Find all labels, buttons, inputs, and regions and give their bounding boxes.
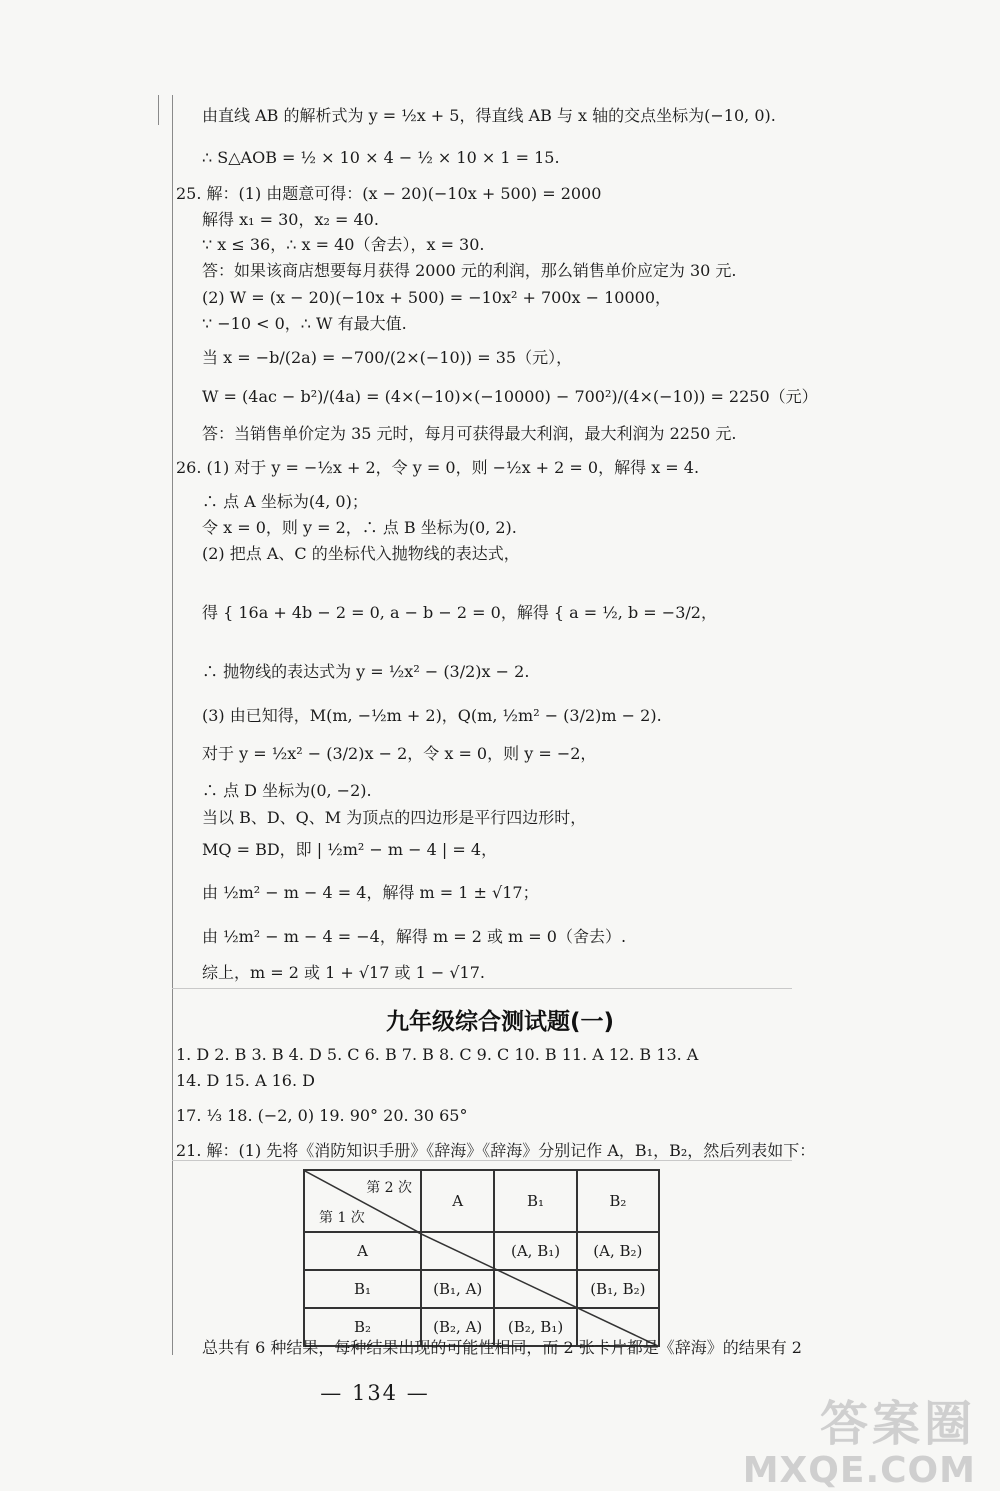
solution-line: 得 { 16a + 4b − 2 = 0, a − b − 2 = 0，解得 { a = ½, b = −3/2， <box>202 603 717 622</box>
solution-line: (2) W = (x − 20)(−10x + 500) = −10x² + 700x − 10000， <box>202 288 672 307</box>
corner-label-second-draw: 第 2 次 <box>366 1180 412 1196</box>
solution-line: 由 ½m² − m − 4 = 4，解得 m = 1 ± √17； <box>202 883 539 902</box>
table-cell: (A, B₁) <box>494 1232 576 1270</box>
table-header-row <box>304 1170 659 1232</box>
solution-line: ∴ 点 A 坐标为(4, 0)； <box>202 492 368 511</box>
answer-line: 17. ⅓ 18. (−2, 0) 19. 90° 20. 30 65° <box>176 1106 468 1125</box>
solution-line: ∴ 抛物线的表达式为 y = ½x² − (3/2)x − 2. <box>202 662 530 681</box>
answer-line: 1. D 2. B 3. B 4. D 5. C 6. B 7. B 8. C 9. C 10. B 11. A 12. B 13. A <box>176 1045 699 1064</box>
solution-line: 当以 B、D、Q、M 为顶点的四边形是平行四边形时， <box>202 808 587 827</box>
row-header: A <box>304 1232 421 1270</box>
margin-line <box>172 95 173 1355</box>
row-header: B₂ <box>304 1308 421 1346</box>
solution-line: 答：如果该商店想要每月获得 2000 元的利润，那么销售单价应定为 30 元. <box>202 261 737 280</box>
solution-line: ∴ 点 D 坐标为(0, −2). <box>202 781 372 800</box>
column-header: B₂ <box>577 1170 659 1232</box>
solution-line: (3) 由已知得，M(m, −½m + 2)，Q(m, ½m² − (3/2)m − 2). <box>202 706 662 725</box>
solution-line: 答：当销售单价定为 35 元时，每月可获得最大利润，最大利润为 2250 元. <box>202 424 737 443</box>
table-diagonal-line <box>415 1231 660 1347</box>
solution-line: 26. (1) 对于 y = −½x + 2，令 y = 0，则 −½x + 2 = 0，解得 x = 4. <box>176 458 700 477</box>
solution-line: 由 ½m² − m − 4 = −4，解得 m = 2 或 m = 0（舍去）. <box>202 927 627 946</box>
solution-line: 由直线 AB 的解析式为 y = ½x + 5，得直线 AB 与 x 轴的交点坐标为(−10, 0). <box>202 106 776 125</box>
corner-label-first-draw: 第 1 次 <box>319 1210 365 1226</box>
table-cell: (B₁, A) <box>421 1270 494 1308</box>
watermark-url: MXQE.COM <box>742 1450 976 1491</box>
footer-text-line: 总共有 6 种结果，每种结果出现的可能性相同，而 2 张卡片都是《辞海》的结果有 2 <box>202 1338 802 1357</box>
solution-line: ∴ S△AOB = ½ × 10 × 4 − ½ × 10 × 1 = 15. <box>202 148 560 167</box>
solution-line: 对于 y = ½x² − (3/2)x − 2，令 x = 0，则 y = −2， <box>202 744 597 763</box>
column-header: A <box>421 1170 494 1232</box>
solution-line: 25. 解：(1) 由题意可得：(x − 20)(−10x + 500) = 2000 <box>176 184 602 203</box>
solution-line: W = (4ac − b²)/(4a) = (4×(−10)×(−10000) − 700²)/(4×(−10)) = 2250（元） <box>202 387 818 406</box>
solution-line: 令 x = 0，则 y = 2，∴ 点 B 坐标为(0, 2). <box>202 518 517 537</box>
table-cell: (B₂, B₁) <box>494 1308 576 1346</box>
solution-line: ∵ x ≤ 36，∴ x = 40（舍去），x = 30. <box>202 235 485 254</box>
table-cell: (B₂, A) <box>421 1308 494 1346</box>
table-cell: (A, B₂) <box>577 1232 659 1270</box>
answer-line: 14. D 15. A 16. D <box>176 1071 315 1090</box>
solution-line: 当 x = −b/(2a) = −700/(2×(−10)) = 35（元）， <box>202 348 573 367</box>
separator-line <box>172 988 792 989</box>
column-header: B₁ <box>494 1170 576 1232</box>
page-number: — 134 — <box>320 1381 430 1405</box>
table-corner-cell <box>304 1170 421 1232</box>
solution-line: MQ = BD，即 | ½m² − m − 4 | = 4， <box>202 840 498 859</box>
table-cell: (B₁, B₂) <box>577 1270 659 1308</box>
watermark-text: 答案圈 <box>819 1396 976 1452</box>
row-header: B₁ <box>304 1270 421 1308</box>
solution-line: 综上，m = 2 或 1 + √17 或 1 − √17. <box>202 963 485 982</box>
watermark-logo <box>743 1385 976 1491</box>
separator-line-2 <box>172 1160 792 1161</box>
solution-line: (2) 把点 A、C 的坐标代入抛物线的表达式， <box>202 544 520 563</box>
margin-line-top <box>158 95 159 125</box>
question-21-intro: 21. 解：(1) 先将《消防知识手册》《辞海》《辞海》分别记作 A，B₁，B₂，然后列表如下： <box>176 1141 816 1160</box>
solution-line: 解得 x₁ = 30，x₂ = 40. <box>202 210 379 229</box>
section-title: 九年级综合测试题(一) <box>385 1009 615 1035</box>
solution-line: ∵ −10 < 0，∴ W 有最大值. <box>202 314 407 333</box>
